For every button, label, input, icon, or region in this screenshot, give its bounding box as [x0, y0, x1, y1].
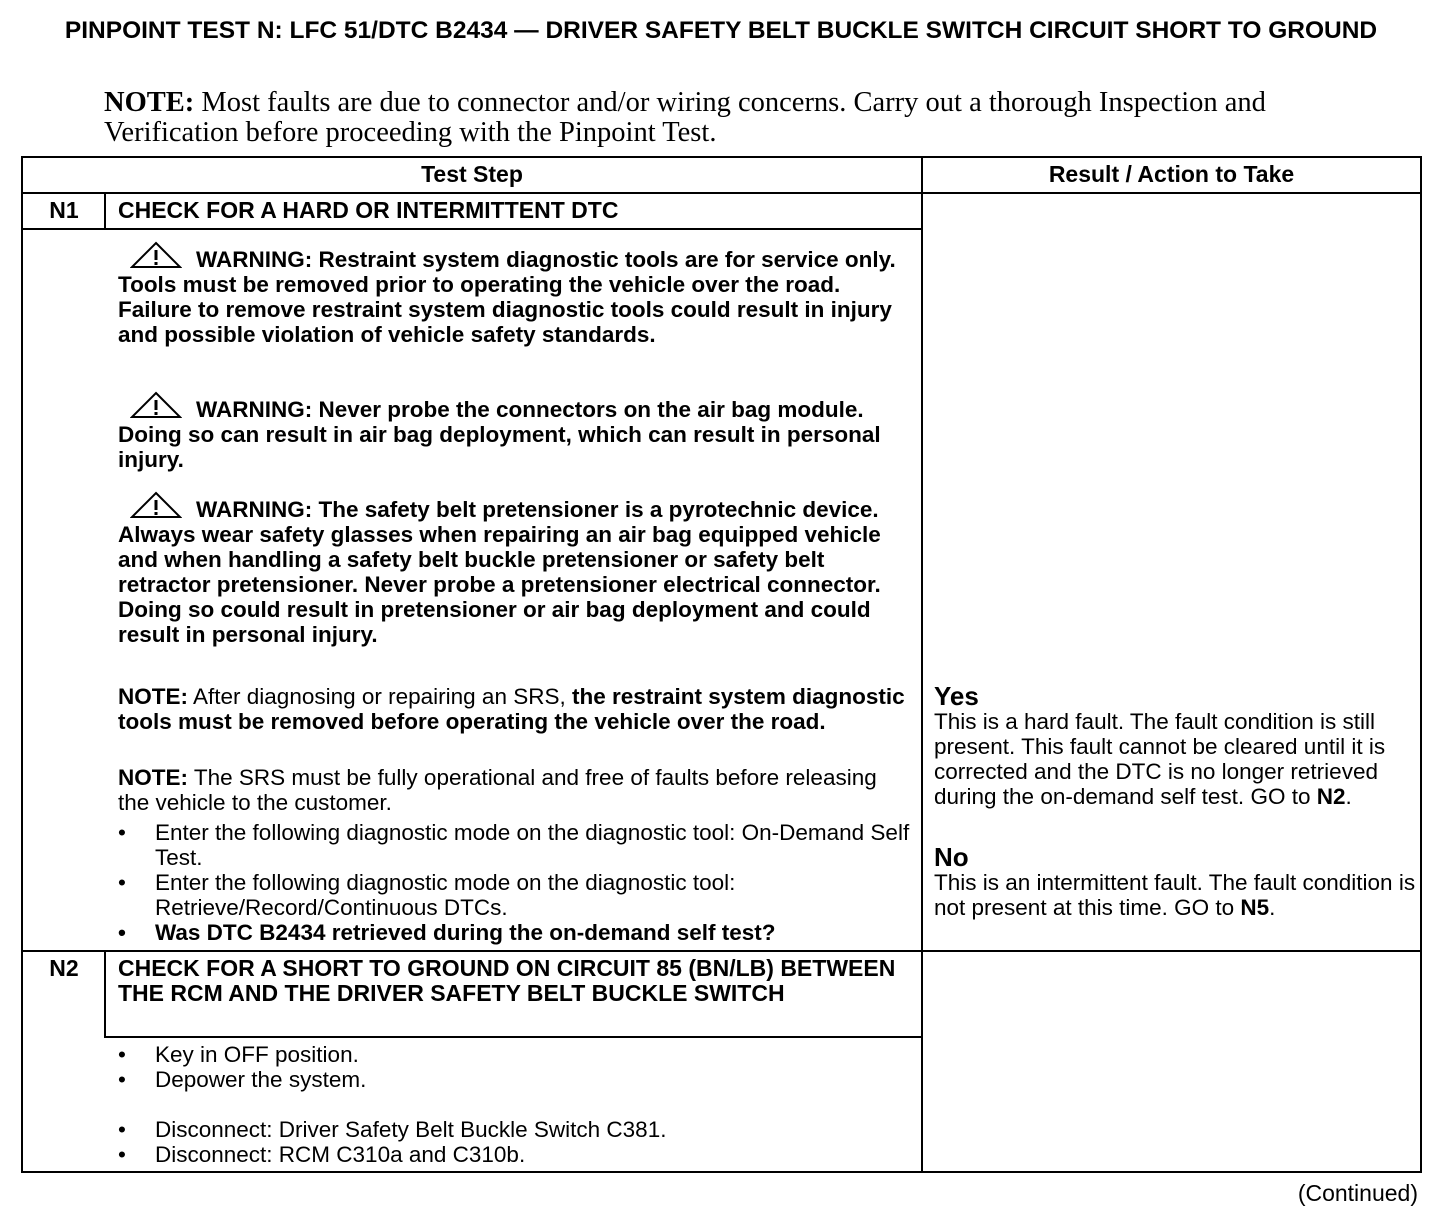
note-label: NOTE: — [118, 684, 188, 709]
warning-triangle-icon — [130, 391, 182, 419]
header-rule — [22, 192, 1421, 194]
result-yes-goto[interactable]: N2 — [1316, 784, 1346, 809]
bullet-text: Depower the system. — [155, 1067, 367, 1092]
bullet: • — [118, 870, 126, 895]
continued-label: (Continued) — [1297, 1180, 1418, 1206]
intro-note — [104, 88, 1304, 148]
note-srs-operational-text: The SRS must be fully operational and free of faults before releasing the vehicle to the customer. — [118, 765, 877, 815]
n2-title-rule — [104, 1036, 921, 1038]
result-no-end: . — [1269, 895, 1276, 920]
bullet: • — [118, 1117, 126, 1142]
result-yes-text — [934, 709, 1419, 809]
warning-diagnostic-tools-text: WARNING: Restraint system diagnostic tools are for service only. Tools must be removed prior to operating the vehicle over the road. Failure to remove restraint system diagnostic tools could result in injury and possible violation of vehicle safety standards. — [118, 247, 896, 347]
header-test-step: Test Step — [421, 161, 523, 187]
result-no-label: No — [934, 842, 969, 872]
result-yes-label: Yes — [934, 681, 979, 711]
bullet: • — [118, 1142, 126, 1167]
page-title: PINPOINT TEST N: LFC 51/DTC B2434 — DRIVER SAFETY BELT BUCKLE SWITCH CIRCUIT SHORT TO GROUND — [64, 17, 1378, 44]
bullet-text: Disconnect: RCM C310a and C310b. — [155, 1142, 526, 1167]
bullet: • — [118, 1067, 126, 1092]
bullet-text: Enter the following diagnostic mode on the diagnostic tool: On-Demand Self Test. — [155, 820, 910, 870]
warning-air-bag-module — [118, 391, 913, 472]
note-srs-operational — [118, 765, 913, 815]
result-no-text — [934, 870, 1419, 920]
warning-triangle-icon — [130, 241, 182, 269]
n1-title-rule — [22, 228, 921, 230]
result-no-goto[interactable]: N5 — [1240, 895, 1270, 920]
column-divider — [921, 157, 923, 1172]
warning-triangle-icon — [130, 491, 182, 519]
intro-note-label: NOTE: — [104, 87, 195, 118]
note-remove-tools-plain: After diagnosing or repairing an SRS, — [188, 684, 572, 709]
step-number-n1: N1 — [49, 197, 79, 223]
bullet: • — [118, 1042, 126, 1067]
bullet-text: Was DTC B2434 retrieved during the on-demand self test? — [155, 920, 776, 945]
intro-note-text: Most faults are due to connector and/or wiring concerns. Carry out a thorough Inspection and Verification before proceeding with the Pinpoint Test. — [104, 87, 1266, 148]
step-title-n1: CHECK FOR A HARD OR INTERMITTENT DTC — [118, 197, 619, 223]
note-label: NOTE: — [118, 765, 188, 790]
note-remove-tools-bold: the restraint system diagnostic tools must be removed before operating the vehicle over the road. — [118, 684, 905, 734]
bullet-text: Disconnect: Driver Safety Belt Buckle Switch C381. — [155, 1117, 667, 1142]
bullet: • — [118, 820, 126, 845]
result-no-body: This is an intermittent fault. The fault condition is not present at this time. GO to — [934, 870, 1416, 920]
warning-pretensioner — [118, 491, 913, 647]
warning-diagnostic-tools — [118, 241, 913, 347]
step-title-n2: CHECK FOR A SHORT TO GROUND ON CIRCUIT 85 (BN/LB) BETWEEN THE RCM AND THE DRIVER SAFETY BELT BUCKLE SWITCH — [118, 955, 896, 1006]
bullet: • — [118, 920, 126, 945]
note-remove-tools — [118, 684, 913, 734]
result-yes-end: . — [1345, 784, 1352, 809]
header-result: Result / Action to Take — [1048, 161, 1295, 187]
n1-row-rule — [22, 950, 1421, 952]
step-number-n2: N2 — [49, 955, 79, 981]
bullet-text: Enter the following diagnostic mode on the diagnostic tool: Retrieve/Record/Continuous DTCs. — [155, 870, 736, 920]
warning-air-bag-module-text: WARNING: Never probe the connectors on the air bag module. Doing so can result in air bag deployment, which can result in personal injury. — [118, 397, 881, 472]
result-yes-body: This is a hard fault. The fault condition is still present. This fault cannot be cleared until it is corrected and the DTC is no longer retrieved during the on-demand self test. GO to — [934, 709, 1386, 809]
warning-pretensioner-text: WARNING: The safety belt pretensioner is a pyrotechnic device. Always wear safety glasses when repairing an air bag equipped vehicle and when handling a safety belt buckle pretensioner or safety belt retractor pretensioner. Never probe a pretensioner electrical connector. Doing so could result in pretensioner or air bag deployment and could result in personal injury. — [118, 497, 881, 647]
bullet-text: Key in OFF position. — [155, 1042, 359, 1067]
